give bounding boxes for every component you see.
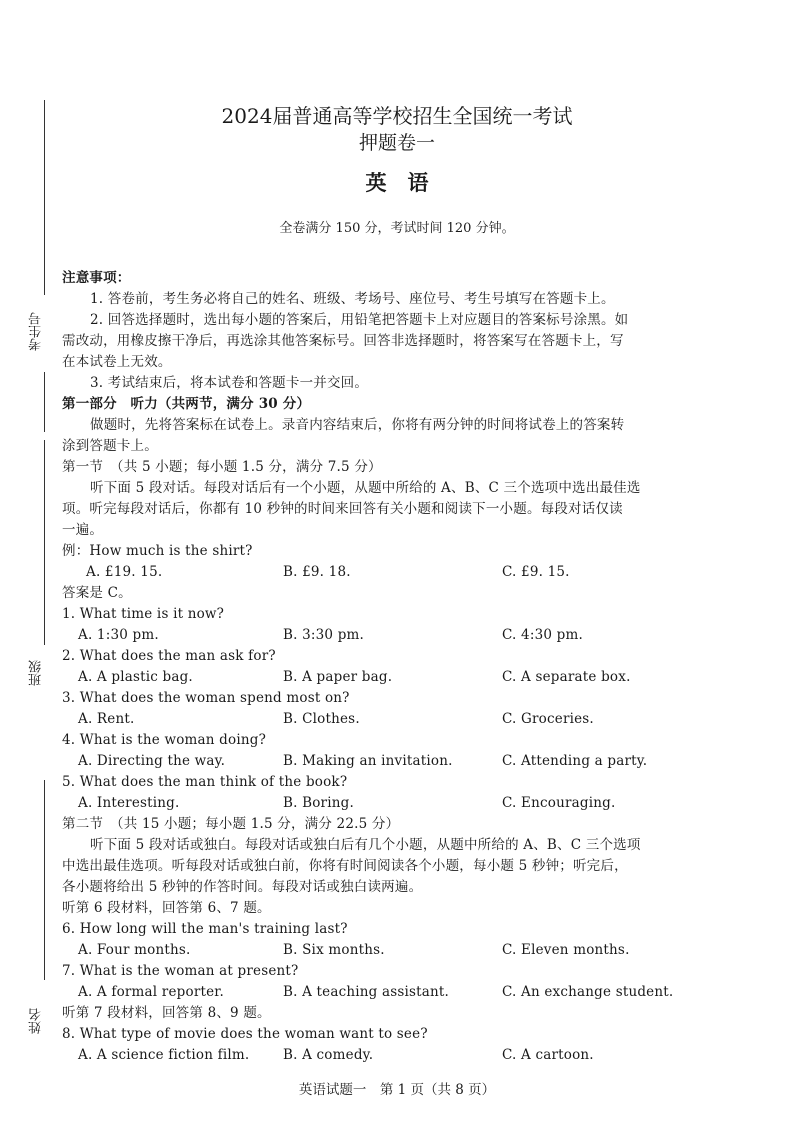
notes-line: 需改动，用橡皮擦干净后，再选涂其他答案标号。回答非选择题时，将答案写在答题卡上，写: [62, 333, 624, 349]
q2-option-b: B. A paper bag.: [283, 669, 393, 685]
q4-option-a: A. Directing the way.: [78, 753, 226, 769]
q8-option-c: C. A cartoon.: [502, 1047, 594, 1063]
exam-title: 2024届普通高等学校招生全国统一考试: [221, 104, 573, 128]
section2-heading: 第二节 （共 15 小题；每小题 1.5 分，满分 22.5 分）: [62, 816, 400, 832]
q3-option-b: B. Clothes.: [283, 711, 360, 727]
q1-option-c: C. 4:30 pm.: [502, 627, 583, 643]
exam-subtitle: 押题卷一: [358, 132, 435, 154]
section2-intro-line: 中选出最佳选项。听每段对话或独白前，你将有时间阅读各个小题，每小题 5 秒钟；听完后，: [62, 858, 628, 874]
section2-intro-line: 各小题将给出 5 秒钟的作答时间。每段对话或独白读两遍。: [62, 879, 423, 895]
section1-intro-line: 听下面 5 段对话。每段对话后有一个小题，从题中所给的 A、B、C 三个选项中选出最佳选: [90, 480, 641, 496]
question-6: 6. How long will the man's training last?: [62, 921, 348, 937]
class-label: 班级: [29, 660, 44, 686]
notes-line: 1. 答卷前，考生务必将自己的姓名、班级、考场号、座位号、考生号填写在答题卡上。: [90, 291, 615, 307]
name-label: 姓名: [29, 1008, 44, 1034]
q7-option-c: C. An exchange student.: [502, 984, 674, 1000]
binding-line-4: [44, 780, 45, 980]
part1-intro-line: 涂到答题卡上。: [62, 438, 158, 454]
part1-intro-line: 做题时，先将答案标在试卷上。录音内容结束后，你将有两分钟的时间将试卷上的答案转: [90, 417, 625, 433]
q3-option-c: C. Groceries.: [502, 711, 594, 727]
section1-intro-line: 项。听完每段对话后，你都有 10 秒钟的时间来回答有关小题和阅读下一小题。每段对话仅读: [62, 501, 623, 517]
q7-option-b: B. A teaching assistant.: [283, 984, 450, 1000]
question-5: 5. What does the man think of the book?: [62, 774, 348, 790]
q6-option-a: A. Four months.: [78, 942, 191, 958]
example-option-b: B. £9. 18.: [283, 564, 351, 580]
notes-heading: 注意事项：: [62, 270, 131, 286]
q2-option-a: A. A plastic bag.: [78, 669, 193, 685]
q5-option-a: A. Interesting.: [78, 795, 180, 811]
question-4: 4. What is the woman doing?: [62, 732, 267, 748]
section1-intro-line: 一遍。: [62, 522, 104, 538]
subject-title: 英 语: [365, 170, 429, 195]
q8-option-b: B. A comedy.: [283, 1047, 374, 1063]
page-footer: 英语试题一 第 1 页（共 8 页）: [298, 1082, 496, 1098]
notes-line: 3. 考试结束后，将本试卷和答题卡一并交回。: [90, 375, 369, 391]
q1-option-a: A. 1:30 pm.: [78, 627, 159, 643]
q1-option-b: B. 3:30 pm.: [283, 627, 365, 643]
q4-option-c: C. Attending a party.: [502, 753, 648, 769]
question-1: 1. What time is it now?: [62, 606, 225, 622]
q5-option-b: B. Boring.: [283, 795, 354, 811]
example-option-a: A. £19. 15.: [86, 564, 163, 580]
example-question: 例：How much is the shirt?: [62, 543, 253, 559]
section1-heading: 第一节 （共 5 小题；每小题 1.5 分，满分 7.5 分）: [62, 459, 382, 475]
example-answer: 答案是 C。: [62, 585, 132, 601]
example-option-c: C. £9. 15.: [502, 564, 570, 580]
question-2: 2. What does the man ask for?: [62, 648, 276, 664]
q2-option-c: C. A separate box.: [502, 669, 631, 685]
exam-number-label: 考生号: [29, 312, 44, 351]
binding-line-3: [44, 440, 45, 645]
notes-line: 2. 回答选择题时，选出每小题的答案后，用铅笔把答题卡上对应题目的答案标号涂黑。如: [90, 312, 629, 328]
q7-option-a: A. A formal reporter.: [78, 984, 224, 1000]
notes-line: 在本试卷上无效。: [62, 354, 172, 370]
section2-intro-line: 听下面 5 段对话或独白。每段对话或独白后有几个小题，从题中所给的 A、B、C 三个选项: [90, 837, 641, 853]
q3-option-a: A. Rent.: [78, 711, 135, 727]
q6-option-c: C. Eleven months.: [502, 942, 630, 958]
exam-info: 全卷满分 150 分，考试时间 120 分钟。: [279, 221, 515, 236]
binding-line-2: [44, 372, 45, 432]
q6-option-b: B. Six months.: [283, 942, 385, 958]
q5-option-c: C. Encouraging.: [502, 795, 616, 811]
material-7-instruction: 听第 7 段材料，回答第 8、9 题。: [62, 1005, 271, 1021]
question-3: 3. What does the woman spend most on?: [62, 690, 350, 706]
q4-option-b: B. Making an invitation.: [283, 753, 453, 769]
question-8: 8. What type of movie does the woman want to see?: [62, 1026, 428, 1042]
question-7: 7. What is the woman at present?: [62, 963, 299, 979]
part1-heading: 第一部分 听力（共两节，满分 30 分）: [62, 396, 311, 412]
material-6-instruction: 听第 6 段材料，回答第 6、7 题。: [62, 900, 271, 916]
q8-option-a: A. A science fiction film.: [78, 1047, 250, 1063]
